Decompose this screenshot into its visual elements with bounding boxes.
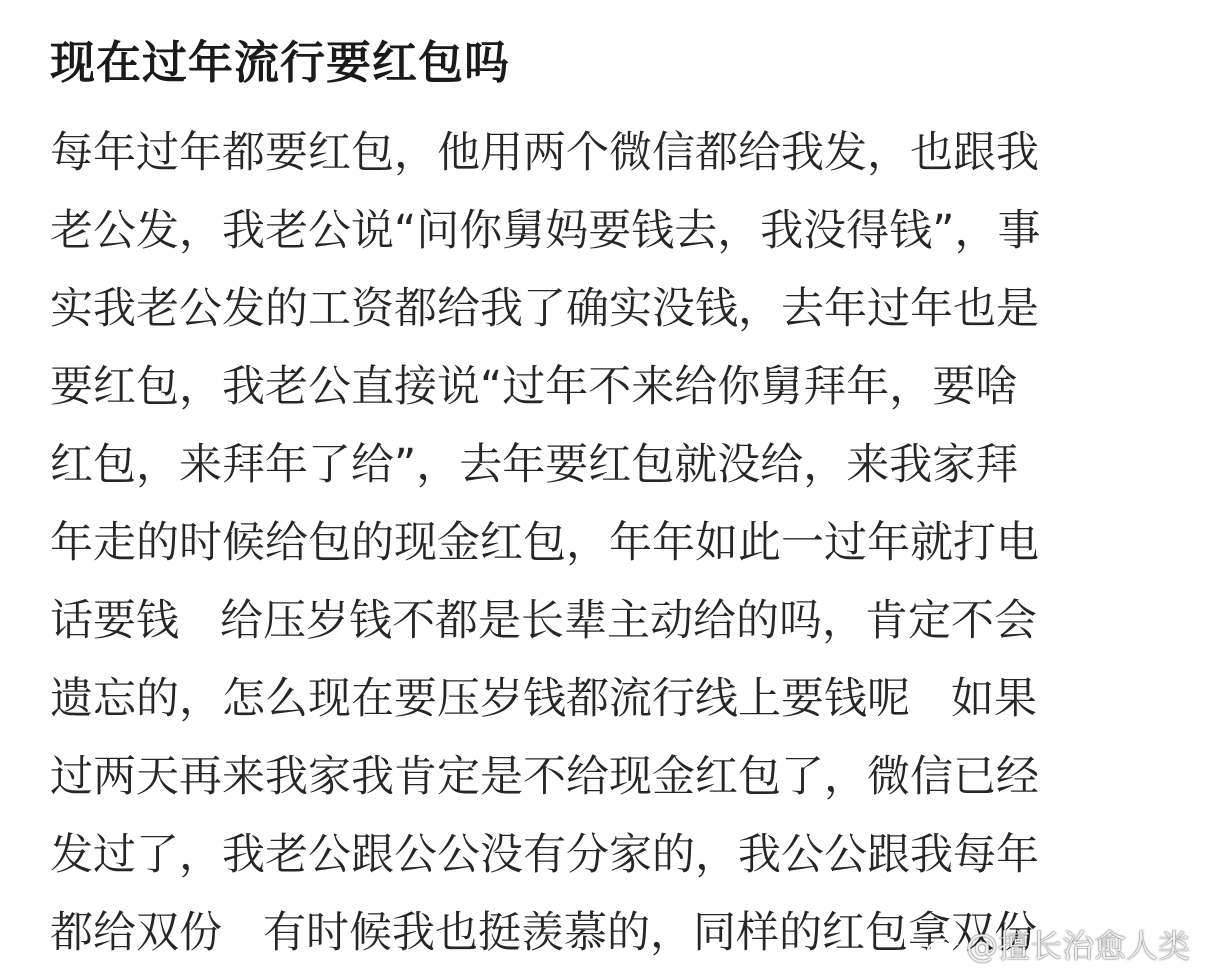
body-line: 实我老公发的工资都给我了确实没钱，去年过年也是	[50, 284, 1039, 334]
body-line: 老公发，我老公说“问你舅妈要钱去，我没得钱”，事	[50, 206, 1041, 256]
body-line: 每年过年都要红包，他用两个微信都给我发，也跟我	[50, 128, 1039, 178]
weibo-icon	[926, 931, 960, 961]
watermark	[926, 926, 1190, 966]
post-title: 现在过年流行要红包吗	[50, 36, 511, 89]
body-line: 要红包，我老公直接说“过年不来给你舅拜年，要啥	[50, 362, 1019, 412]
body-line: 遗忘的，怎么现在要压岁钱都流行线上要钱呢 如果	[50, 674, 1038, 724]
body-line: 都给双份 有时候我也挺羡慕的，同样的红包拿双份	[50, 908, 1038, 958]
post-container	[50, 0, 1170, 972]
body-line: 红包，来拜年了给”，去年要红包就没给，来我家拜	[50, 440, 1019, 490]
body-line: 话要钱 给压岁钱不都是长辈主动给的吗，肯定不会	[50, 596, 1038, 646]
post-body	[50, 114, 1170, 972]
body-line: 过两天再来我家我肯定是不给现金红包了，微信已经	[50, 752, 1039, 802]
body-line: 发过了，我老公跟公公没有分家的，我公公跟我每年	[50, 830, 1039, 880]
watermark-text: @擅长治愈人类	[965, 927, 1190, 965]
body-line: 年走的时候给包的现金红包，年年如此一过年就打电	[50, 518, 1039, 568]
